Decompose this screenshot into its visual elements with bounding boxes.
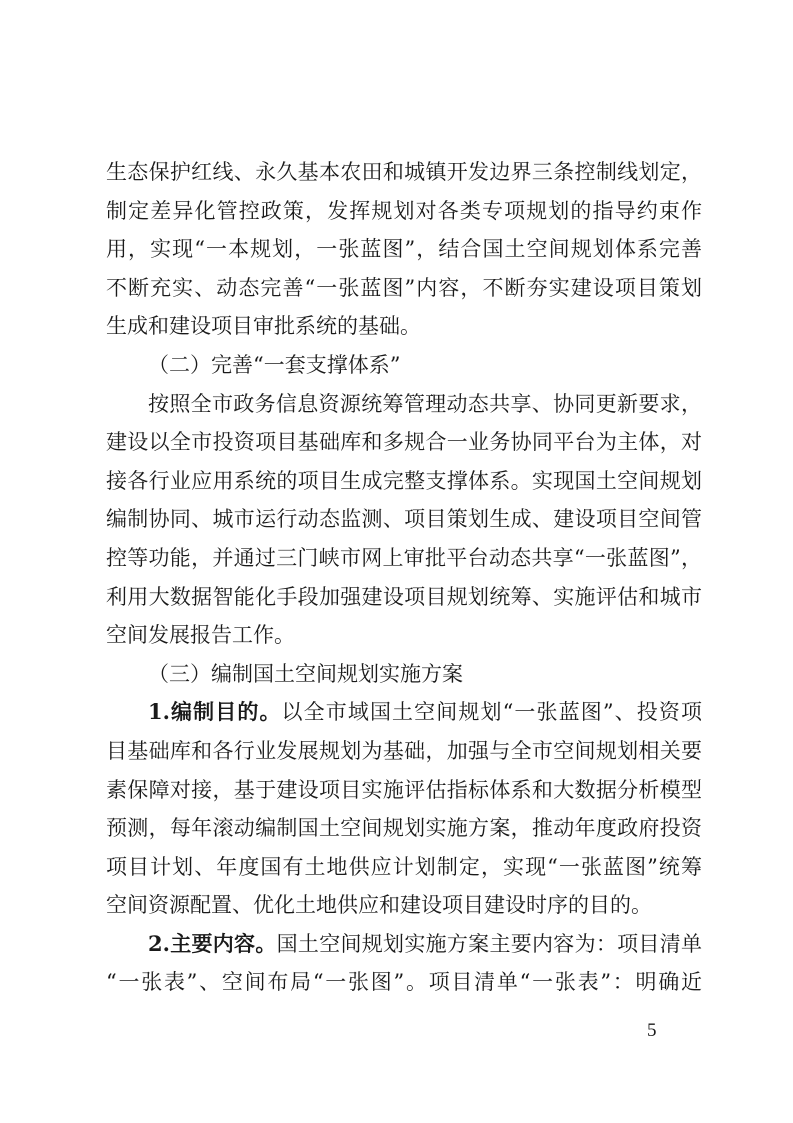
section-heading-3: （三）编制国土空间规划实施方案 [148, 661, 463, 686]
paragraph-line: 预测，每年滚动编制国土空间规划实施方案，推动年度政府投资 [106, 816, 702, 841]
paragraph-line: 建设以全市投资项目基础库和多规合一业务协同平台为主体，对 [106, 430, 702, 455]
item-2-label: 2.主要内容。 [148, 930, 277, 956]
item-2-first-text: 国土空间规划实施方案主要内容为：项目清单 [276, 931, 702, 956]
paragraph-line: 空间资源配置、优化土地供应和建设项目建设时序的目的。 [106, 893, 652, 918]
item-1-first-line [106, 693, 702, 732]
paragraph-line: 用，实现“一本规划，一张蓝图”，结合国土空间规划体系完善 [106, 237, 702, 262]
paragraph-line: 素保障对接，基于建设项目实施评估指标体系和大数据分析模型 [106, 777, 702, 802]
item-2-first-line [106, 925, 702, 964]
paragraph-line: 控等功能，并通过三门峡市网上审批平台动态共享“一张蓝图”， [106, 545, 702, 570]
paragraph-line: 生成和建设项目审批系统的基础。 [106, 314, 421, 339]
paragraph-line: 空间发展报告工作。 [106, 623, 295, 648]
paragraph-line: 项目计划、年度国有土地供应计划制定，实现“一张蓝图”统筹 [106, 854, 702, 879]
item-1-label: 1.编制目的。 [148, 699, 282, 725]
paragraph-line: 利用大数据智能化手段加强建设项目规划统筹、实施评估和城市 [106, 584, 702, 609]
paragraph-line: 编制协同、城市运行动态监测、项目策划生成、建设项目空间管 [106, 507, 702, 532]
paragraph-line: 目基础库和各行业发展规划为基础，加强与全市空间规划相关要 [106, 738, 702, 763]
paragraph-line: 制定差异化管控政策，发挥规划对各类专项规划的指导约束作 [106, 198, 702, 223]
paragraph-line: 生态保护红线、永久基本农田和城镇开发边界三条控制线划定， [106, 160, 702, 184]
paragraph-line: 接各行业应用系统的项目生成完整支撑体系。实现国土空间规划 [106, 468, 702, 493]
body-text [106, 153, 702, 1002]
page-number: 5 [647, 1020, 657, 1041]
section-heading-2: （二）完善“一套支撑体系” [148, 352, 401, 377]
item-1-first-text: 以全市域国土空间规划“一张蓝图”、投资项 [281, 700, 702, 725]
paragraph-line: “一张表”、空间布局“一张图”。项目清单“一张表”：明确近 [106, 970, 702, 995]
paragraph-line: 不断充实、动态完善“一张蓝图”内容，不断夯实建设项目策划 [106, 275, 702, 300]
paragraph-line: 按照全市政务信息资源统筹管理动态共享、协同更新要求， [148, 391, 702, 416]
